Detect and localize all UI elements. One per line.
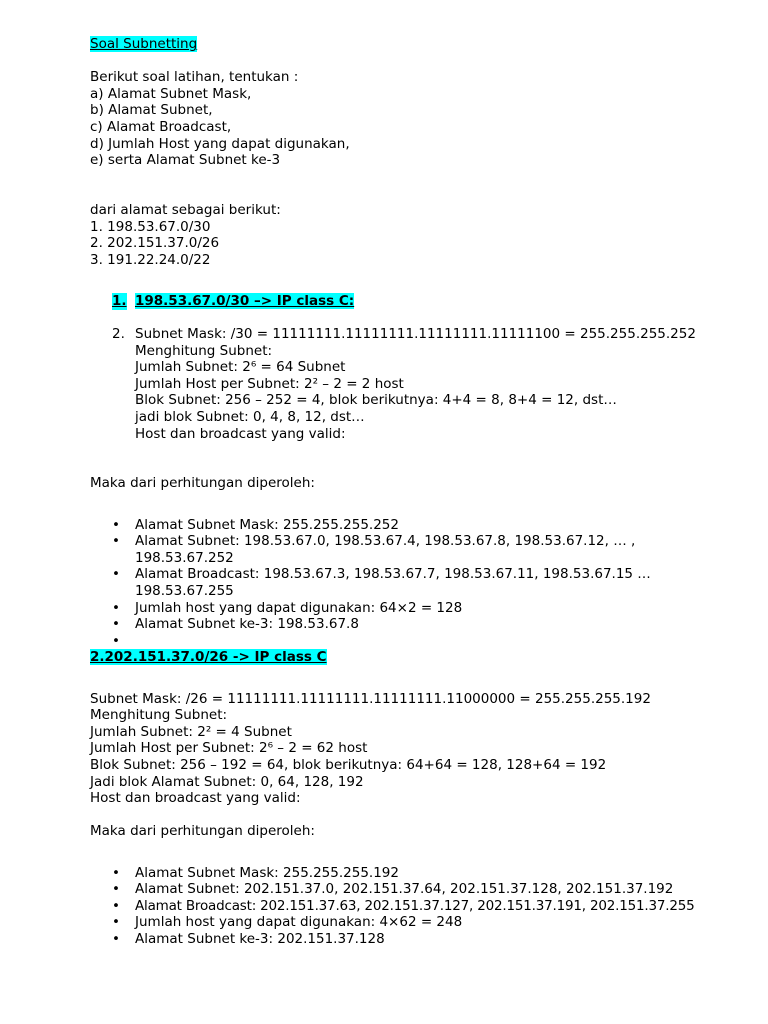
section1-step-row [90,326,750,343]
spacer [90,442,750,459]
document-title-line [90,36,750,53]
section1-step-line: Menghitung Subnet: [135,342,273,359]
section1-bullet-item [90,566,750,583]
section1-step-number: 2. [112,326,125,343]
spacer [90,857,750,865]
spacer [90,492,750,509]
address-item: 3. 191.22.24.0/22 [90,251,211,268]
section2-bullet-item [90,881,750,898]
section2-line: Jumlah Subnet: 2² = 4 Subnet [90,723,292,740]
bullet-text-continuation: 198.53.67.252 [135,549,234,566]
spacer [90,666,750,683]
bullet-text: Alamat Subnet: 198.53.67.0, 198.53.67.4, 198.53.67.8, 198.53.67.12, … , [135,533,636,550]
spacer [90,509,750,517]
document-body [90,36,750,947]
intro-lead: Berikut soal latihan, tentukan : [90,69,299,86]
section1-bullet-item [90,533,750,550]
bullet-mark: • [112,566,120,583]
section2-result-lead: Maka dari perhitungan diperoleh: [90,823,315,840]
spacer [90,840,750,857]
section2-bullet-item [90,865,750,882]
bullet-text: Alamat Broadcast: 198.53.67.3, 198.53.67.7, 198.53.67.11, 198.53.67.15 … [135,566,651,583]
addresses-lead: dari alamat sebagai berikut: [90,201,281,218]
spacer [90,185,750,202]
bullet-mark: • [112,914,120,931]
intro-item: a) Alamat Subnet Mask, [90,85,252,102]
address-item: 2. 202.151.37.0/26 [90,235,220,252]
section1-step-line: Blok Subnet: 256 – 252 = 4, blok berikutnya: 4+4 = 8, 8+4 = 12, dst… [135,392,617,409]
section2-line: Blok Subnet: 256 – 192 = 64, blok berikutnya: 64+64 = 128, 128+64 = 192 [90,756,607,773]
section1-result-lead: Maka dari perhitungan diperoleh: [90,475,315,492]
spacer [90,268,750,285]
intro-item: c) Alamat Broadcast, [90,118,232,135]
section1-step-line: Jumlah Host per Subnet: 2² – 2 = 2 host [135,375,404,392]
section1-bullet-item [90,517,750,534]
section1-heading-number: 1. [112,292,127,309]
bullet-mark: • [112,616,120,633]
intro-item: b) Alamat Subnet, [90,102,213,119]
section1-bullet-item [90,600,750,617]
bullet-text-continuation: 198.53.67.255 [135,583,234,599]
section2-bullet-item [90,914,750,931]
spacer [90,169,750,186]
section2-bullet-item [90,931,750,948]
bullet-mark: • [112,516,120,533]
intro-item: e) serta Alamat Subnet ke-3 [90,152,281,169]
bullet-text: Alamat Broadcast: 202.151.37.63, 202.151.37.127, 202.151.37.191, 202.151.37.255 [135,897,695,914]
section2-line: Jadi blok Alamat Subnet: 0, 64, 128, 192 [90,773,364,790]
section1-step-line: jadi blok Subnet: 0, 4, 8, 12, dst… [135,409,365,426]
section1-step-line: Subnet Mask: /30 = 11111111.11111111.11111111.11111100 = 255.255.255.252 [135,326,696,343]
section1-bullet-item-empty [90,633,750,650]
section2-heading: 2.202.151.37.0/26 -> IP class C [90,649,327,666]
section1-heading: 198.53.67.0/30 –> IP class C: [135,292,355,309]
bullet-mark: • [112,599,120,616]
section2-line: Subnet Mask: /26 = 11111111.11111111.11111111.11000000 = 255.255.255.192 [90,690,651,707]
spacer [90,459,750,476]
bullet-text: Alamat Subnet: 202.151.37.0, 202.151.37.64, 202.151.37.128, 202.151.37.192 [135,881,674,898]
section2-line: Host dan broadcast yang valid: [90,790,301,807]
section1-bullet-item [90,616,750,633]
section1-step-line: Jumlah Subnet: 2⁶ = 64 Subnet [135,359,346,376]
bullet-text: Alamat Subnet ke-3: 198.53.67.8 [135,616,359,633]
spacer [90,310,750,327]
address-item: 1. 198.53.67.0/30 [90,218,211,235]
bullet-mark: • [112,881,120,898]
bullet-text: Alamat Subnet Mask: 255.255.255.192 [135,864,399,881]
bullet-mark: • [112,864,120,881]
bullet-text: Alamat Subnet ke-3: 202.151.37.128 [135,930,385,947]
bullet-text: Jumlah host yang dapat digunakan: 64×2 = 128 [135,599,463,616]
spacer [90,53,750,70]
spacer [90,807,750,824]
document-title: Soal Subnetting [90,36,198,52]
bullet-text: Alamat Subnet Mask: 255.255.255.252 [135,516,399,533]
bullet-mark: • [112,897,120,914]
bullet-mark: • [112,632,120,649]
section2-line: Jumlah Host per Subnet: 2⁶ – 2 = 62 host [90,740,368,757]
bullet-text: Jumlah host yang dapat digunakan: 4×62 = 248 [135,914,463,931]
intro-item: d) Jumlah Host yang dapat digunakan, [90,135,350,152]
section1-step-line: Host dan broadcast yang valid: [135,425,346,442]
spacer [90,683,750,691]
section2-line: Menghitung Subnet: [90,707,228,724]
section2-bullet-item [90,898,750,915]
bullet-mark: • [112,533,120,550]
bullet-mark: • [112,930,120,947]
section1-heading-row [90,293,750,310]
section2-heading-line [90,649,750,666]
